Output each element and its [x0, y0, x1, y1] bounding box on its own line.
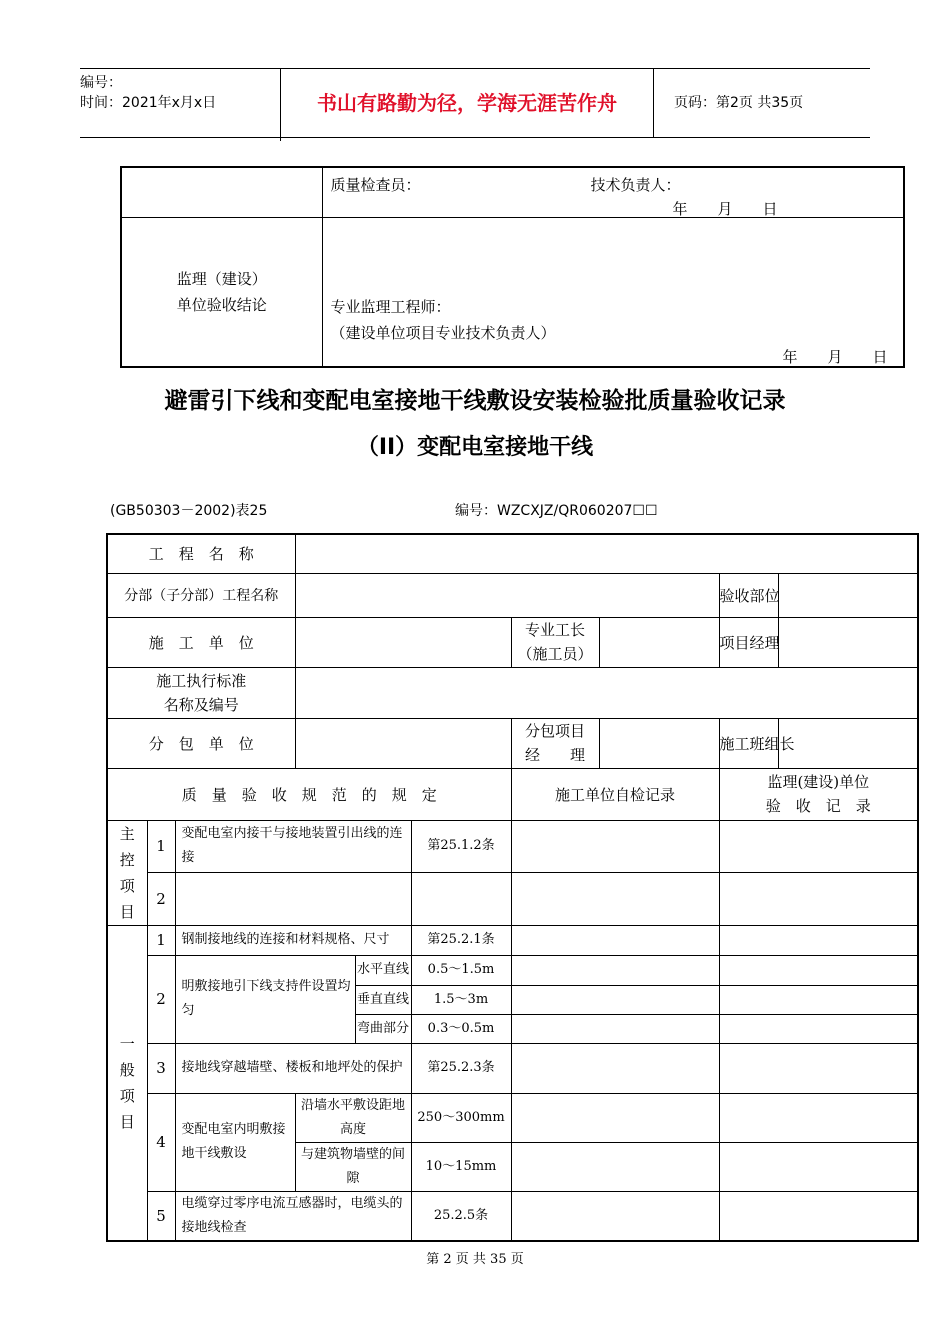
supervision-grid[interactable]: [719, 1014, 918, 1043]
pm-value[interactable]: [778, 617, 918, 667]
inspector-label: 质量检查员：: [330, 176, 421, 194]
subcontractor-value[interactable]: [295, 718, 511, 768]
item-no: 2: [147, 955, 175, 1043]
self-check-grid[interactable]: [511, 955, 719, 985]
sub-project-label: 分部（子分部）工程名称: [107, 573, 295, 617]
self-check-cell[interactable]: [511, 820, 719, 873]
self-check-grid[interactable]: [511, 1014, 719, 1043]
self-check-cell[interactable]: [511, 1191, 719, 1241]
doc-title: 避雷引下线和变配电室接地干线敷设安装检验批质量验收记录: [164, 388, 786, 414]
self-check-grid[interactable]: [511, 1142, 719, 1191]
item-value: 250～300mm: [411, 1093, 511, 1142]
tech-lead-label: 技术负责人：: [590, 176, 681, 194]
item-ref: 第25.2.1条: [411, 925, 511, 955]
item-no: 5: [147, 1191, 175, 1241]
team-lead-value[interactable]: [778, 718, 918, 768]
supervision-cell[interactable]: [719, 820, 918, 873]
item-text: 变配电室内明敷接地干线敷设: [175, 1093, 295, 1191]
time-label: 时间：2021年x月x日: [80, 95, 217, 111]
spec-header: 质 量 验 收 规 范 的 规 定: [107, 768, 511, 820]
item-ref: 第25.2.3条: [411, 1043, 511, 1093]
supervision-cell: [322, 217, 904, 367]
inspector-cell: [322, 167, 904, 217]
item-ref: 第25.1.2条: [411, 820, 511, 873]
date-2: 年 月 日: [782, 347, 888, 366]
self-check-grid[interactable]: [511, 1093, 719, 1142]
sub-project-value[interactable]: [295, 573, 719, 617]
project-name-value[interactable]: [295, 534, 918, 573]
self-check-cell[interactable]: [511, 1043, 719, 1093]
page-footer: 第 2 页 共 35 页: [426, 1252, 524, 1267]
item-value: 0.5～1.5m: [411, 955, 511, 985]
pm-label: 项目经理: [719, 617, 778, 667]
sub-item: 与建筑物墙壁的间隙: [295, 1142, 411, 1191]
form-number: 编号：WZCXJZ/QR060207☐☐: [455, 503, 658, 519]
item-value: 10～15mm: [411, 1142, 511, 1191]
item-value: 0.3～0.5m: [411, 1014, 511, 1043]
supervision-grid[interactable]: [719, 1093, 918, 1142]
supervision-label: 监理（建设） 单位验收结论: [121, 217, 322, 367]
supervision-grid[interactable]: [719, 985, 918, 1014]
engineer-label: 专业监理工程师：: [330, 297, 451, 316]
item-ref: 25.2.5条: [411, 1191, 511, 1241]
sub-pm-label: 分包项目 经 理: [511, 718, 599, 768]
item-text: 接地线穿越墙壁、楼板和地坪处的保护: [175, 1043, 411, 1093]
team-lead-label: 施工班组长: [719, 718, 778, 768]
item-no: 1: [147, 820, 175, 873]
project-name-label: 工 程 名 称: [107, 534, 295, 573]
page-label: 页码：第2页 共35页: [674, 95, 804, 111]
page-header: [80, 68, 870, 138]
accept-part-value[interactable]: [778, 573, 918, 617]
main-control-label: 主 控 项 目: [107, 820, 147, 925]
constructor-label: 施 工 单 位: [107, 617, 295, 667]
header-info: [80, 69, 281, 141]
sub-item: 垂直直线: [355, 985, 411, 1014]
item-text: 电缆穿过零序电流互感器时，电缆头的接地线检查: [175, 1191, 411, 1241]
self-check-grid[interactable]: [511, 985, 719, 1014]
doc-subtitle: （II）变配电室接地干线: [356, 435, 594, 460]
item-ref[interactable]: [411, 873, 511, 926]
general-label: 一 般 项 目: [107, 925, 147, 1241]
supervision-header: 监理(建设)单位 验 收 记 录: [719, 768, 918, 820]
prev-table: [120, 166, 905, 368]
supervision-cell[interactable]: [719, 925, 918, 955]
standard-ref: (GB50303－2002)表25: [110, 503, 268, 519]
sub-item: 弯曲部分: [355, 1014, 411, 1043]
date-1: 年 月 日: [672, 200, 778, 218]
item-no: 4: [147, 1093, 175, 1191]
self-check-header: 施工单位自检记录: [511, 768, 719, 820]
inspection-form: [106, 533, 919, 1242]
item-text[interactable]: [175, 873, 411, 926]
subcontractor-label: 分 包 单 位: [107, 718, 295, 768]
foreman-label: 专业工长 （施工员）: [511, 617, 599, 667]
std-label: 施工执行标准 名称及编号: [107, 667, 295, 718]
supervision-grid[interactable]: [719, 1142, 918, 1191]
item-text: 钢制接地线的连接和材料规格、尺寸: [175, 925, 411, 955]
owner-tech-label: （建设单位项目专业技术负责人）: [330, 323, 556, 342]
supervision-cell[interactable]: [719, 1191, 918, 1241]
foreman-value[interactable]: [599, 617, 719, 667]
blank-cell: [121, 167, 322, 217]
self-check-cell[interactable]: [511, 873, 719, 926]
item-no: 3: [147, 1043, 175, 1093]
item-value: 1.5～3m: [411, 985, 511, 1014]
item-text: 明敷接地引下线支持件设置均匀: [175, 955, 355, 1043]
accept-part-label: 验收部位: [719, 573, 778, 617]
code-label: 编号：: [80, 75, 122, 91]
sub-item: 水平直线: [355, 955, 411, 985]
item-text: 变配电室内接干与接地装置引出线的连接: [175, 820, 411, 873]
supervision-grid[interactable]: [719, 955, 918, 985]
item-no: 2: [147, 873, 175, 926]
sub-item: 沿墙水平敷设距地高度: [295, 1093, 411, 1142]
motto: 书山有路勤为径，学海无涯苦作舟: [281, 69, 654, 137]
item-no: 1: [147, 925, 175, 955]
std-value[interactable]: [295, 667, 918, 718]
constructor-value[interactable]: [295, 617, 511, 667]
supervision-cell[interactable]: [719, 873, 918, 926]
self-check-cell[interactable]: [511, 925, 719, 955]
sub-pm-value[interactable]: [599, 718, 719, 768]
supervision-cell[interactable]: [719, 1043, 918, 1093]
